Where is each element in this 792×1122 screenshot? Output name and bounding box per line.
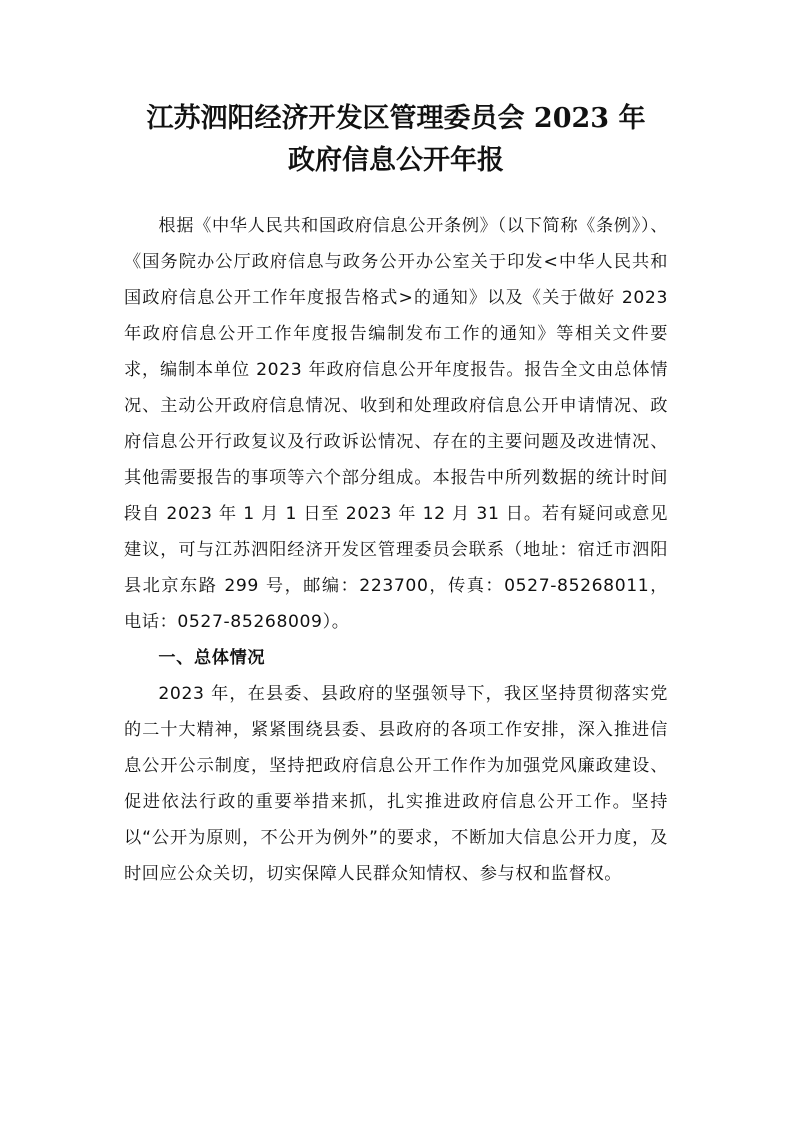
document-title-line1: 江苏泗阳经济开发区管理委员会 2023 年 (146, 103, 646, 134)
document-body (124, 208, 668, 892)
intro-paragraph: 根据《中华人民共和国政府信息公开条例》（以下简称《条例》）、《国务院办公厅政府信息与政务公开办公室关于印发<中华人民共和国政府信息公开工作年度报告格式>的通知》以及《关于做好 2023 年政府信息公开工作年度报告编制发布工作的通知》等相关文件要求，编制本单位 2023 年政府信息公开年度报告。报告全文由总体情况、主动公开政府信息情况、收到和处理政府信息公开申请情况、政府信息公开行政复议及行政诉讼情况、存在的主要问题及改进情况、其他需要报告的事项等六个部分组成。本报告中所列数据的统计时间段自 2023 年 1 月 1 日至 2023 年 12 月 31 日。若有疑问或意见建议，可与江苏泗阳经济开发区管理委员会联系（地址：宿迁市泗阳县北京东路 299 号，邮编：223700，传真：0527-85268011，电话：0527-85268009）。 (124, 216, 668, 632)
document-title-line2: 政府信息公开年报 (288, 145, 504, 176)
section-heading-overall: 一、总体情况 (158, 648, 266, 668)
section-paragraph-overall: 2023 年，在县委、县政府的坚强领导下，我区坚持贯彻落实党的二十大精神，紧紧围绕县委、县政府的各项工作安排，深入推进信息公开公示制度，坚持把政府信息公开工作作为加强党风廉政建设、促进依法行政的重要举措来抓，扎实推进政府信息公开工作。坚持以“公开为原则，不公开为例外”的要求，不断加大信息公开力度，及时回应公众关切，切实保障人民群众知情权、参与权和监督权。 (124, 684, 668, 884)
